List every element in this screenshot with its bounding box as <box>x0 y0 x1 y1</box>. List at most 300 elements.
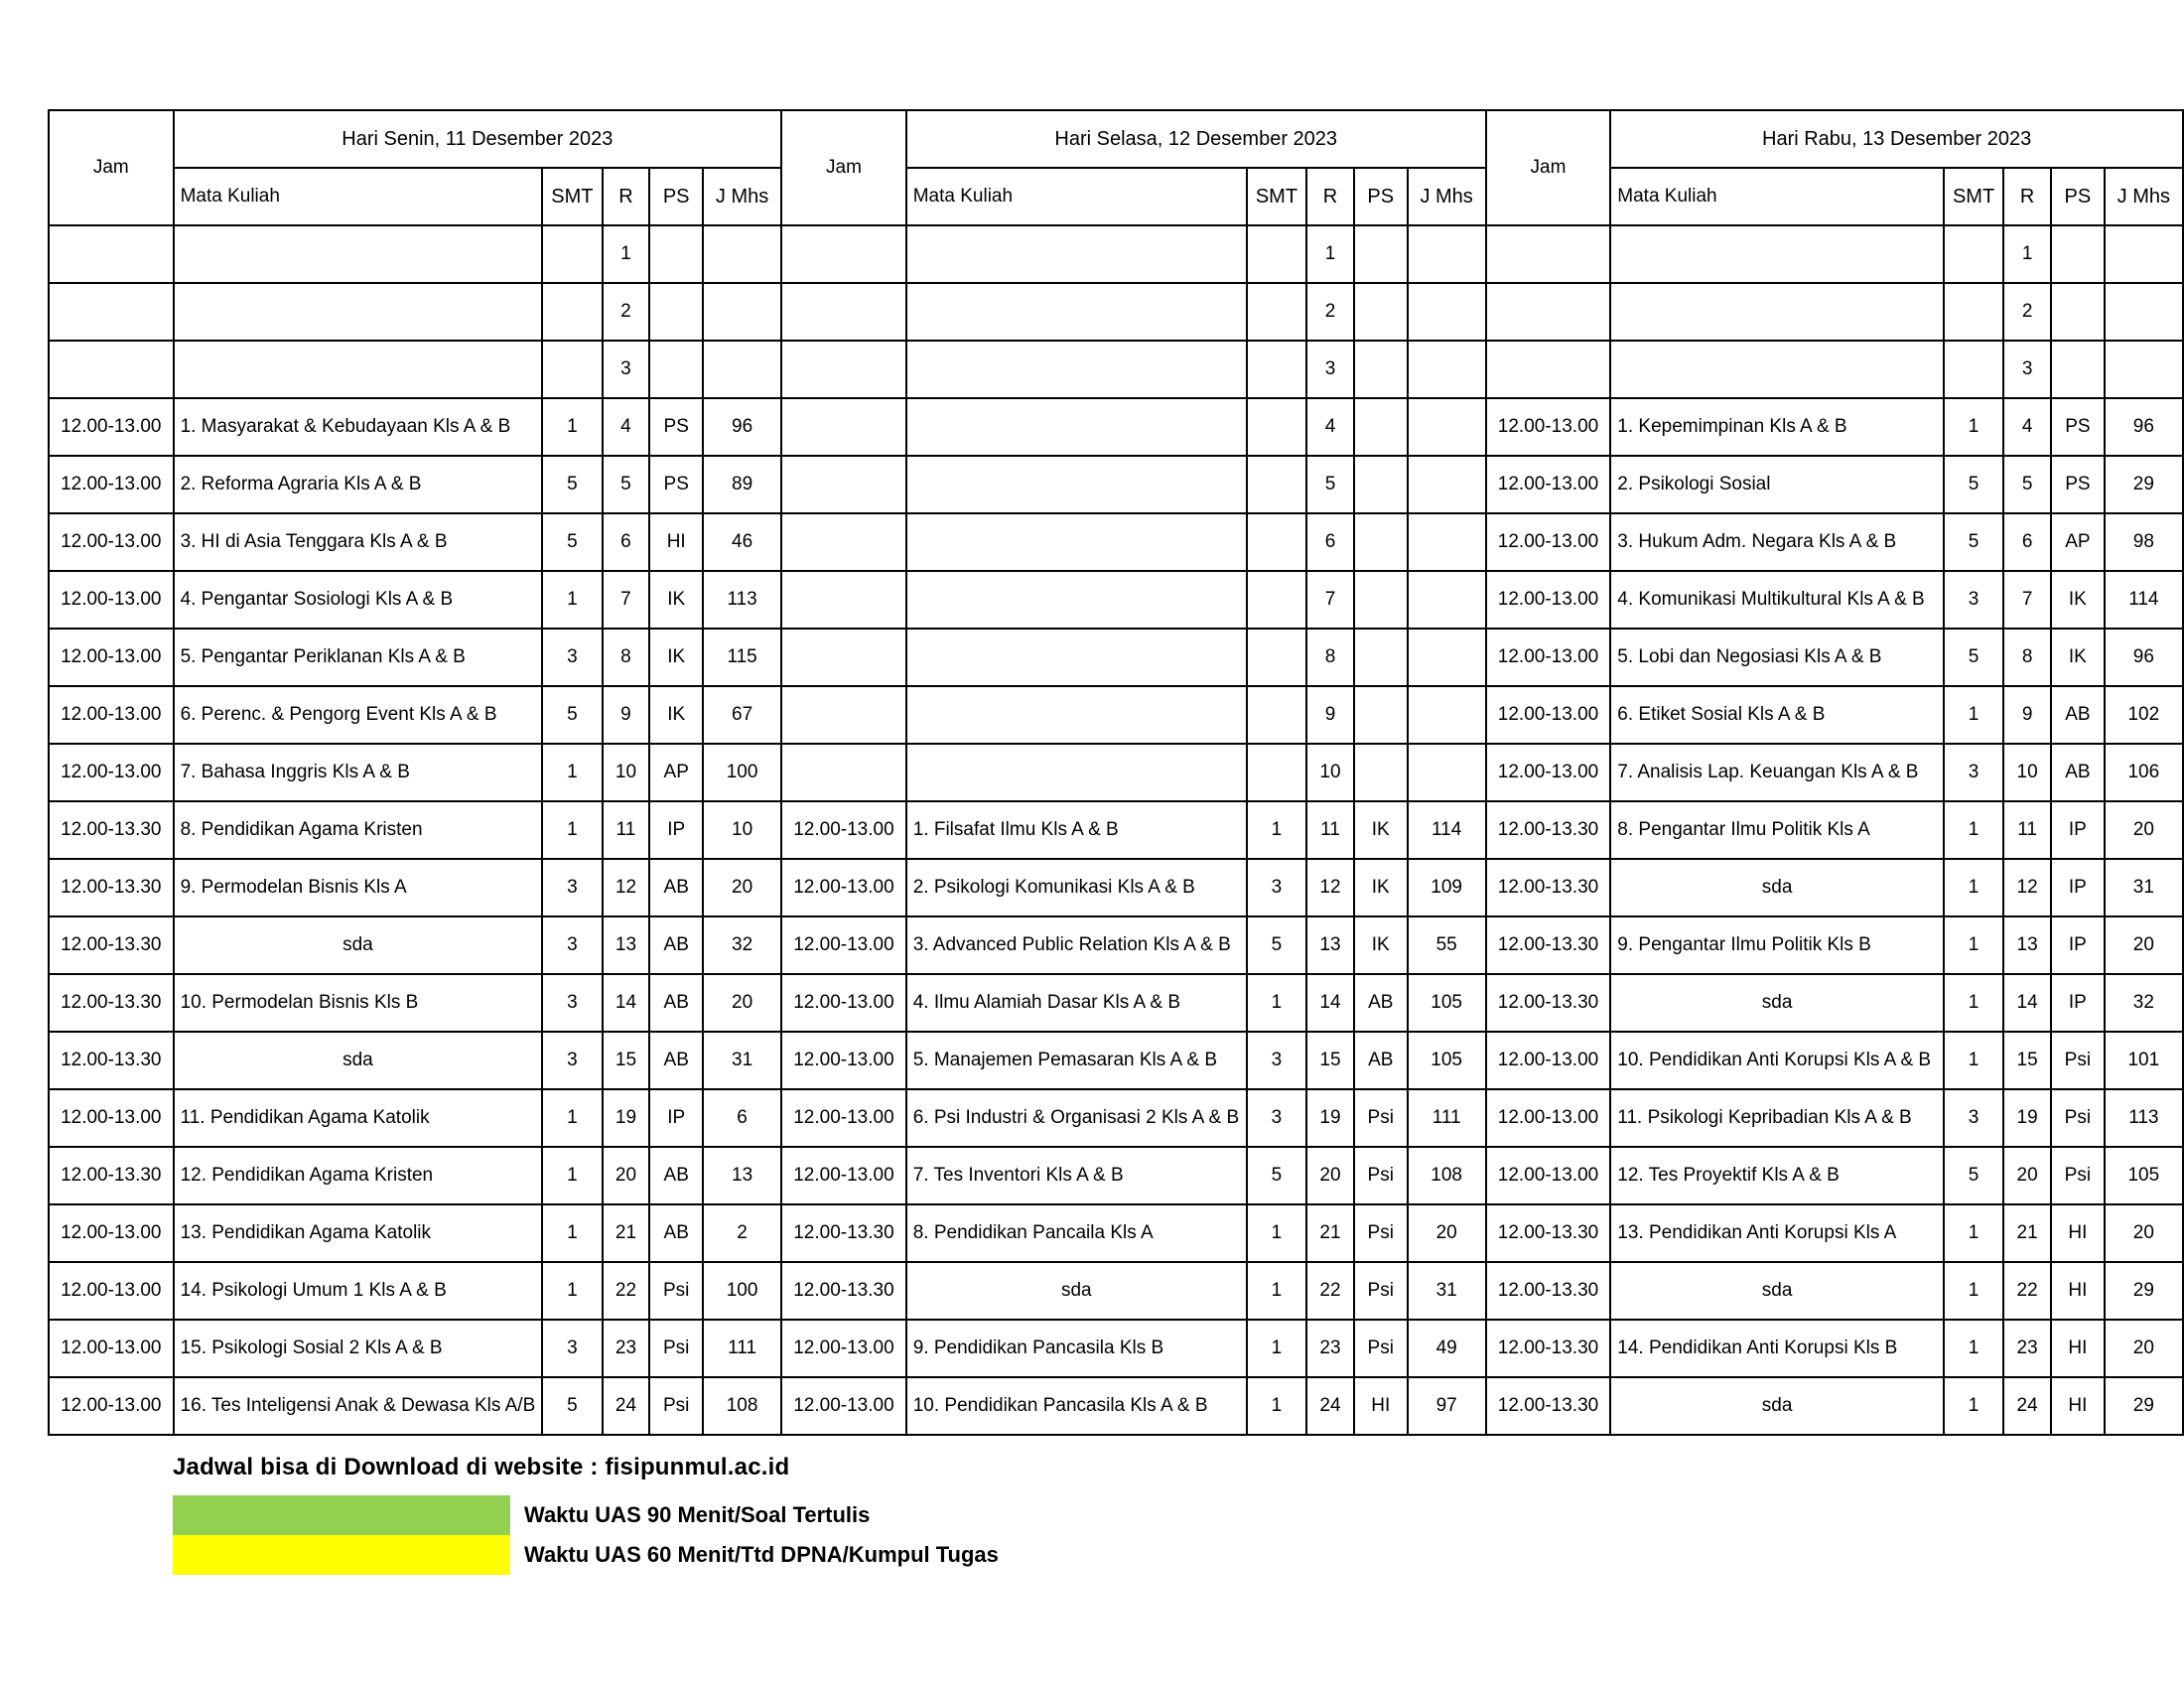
cell-smt-senin: 1 <box>542 801 602 859</box>
cell-jam-rabu: 12.00-13.30 <box>1486 801 1611 859</box>
cell-mata-kuliah-senin: 1. Masyarakat & Kebudayaan Kls A & B <box>174 398 543 456</box>
cell-jam-selasa <box>781 225 906 283</box>
cell-ps-rabu: AB <box>2051 686 2105 744</box>
cell-mata-kuliah-senin: sda <box>174 1032 543 1089</box>
cell-jam-selasa: 12.00-13.00 <box>781 1320 906 1377</box>
cell-r-rabu: 19 <box>2003 1089 2051 1147</box>
cell-smt-senin: 1 <box>542 1089 602 1147</box>
cell-ps-rabu: Psi <box>2051 1089 2105 1147</box>
cell-r-selasa: 10 <box>1306 744 1354 801</box>
cell-mata-kuliah-selasa: 5. Manajemen Pemasaran Kls A & B <box>906 1032 1247 1089</box>
cell-jmhs-senin: 113 <box>703 571 781 629</box>
col-header-mata-kuliah-rabu: Mata Kuliah <box>1610 168 1944 225</box>
cell-r-rabu: 20 <box>2003 1147 2051 1204</box>
cell-mata-kuliah-senin: 5. Pengantar Periklanan Kls A & B <box>174 629 543 686</box>
cell-mata-kuliah-rabu: 12. Tes Proyektif Kls A & B <box>1610 1147 1944 1204</box>
cell-ps-rabu: HI <box>2051 1320 2105 1377</box>
cell-smt-selasa: 3 <box>1247 1032 1306 1089</box>
cell-jmhs-rabu: 29 <box>2105 1377 2183 1435</box>
cell-r-senin: 1 <box>603 225 650 283</box>
cell-jmhs-selasa: 20 <box>1408 1204 1486 1262</box>
cell-jam-rabu <box>1486 225 1611 283</box>
cell-jam-selasa: 12.00-13.00 <box>781 1089 906 1147</box>
cell-smt-rabu: 3 <box>1944 744 2003 801</box>
footer <box>173 1454 2184 1575</box>
download-note: Jadwal bisa di Download di website : fisipunmul.ac.id <box>173 1454 790 1480</box>
cell-ps-rabu: AP <box>2051 513 2105 571</box>
cell-smt-senin: 3 <box>542 859 602 916</box>
cell-jmhs-rabu: 29 <box>2105 456 2183 513</box>
cell-jam-selasa: 12.00-13.30 <box>781 1262 906 1320</box>
cell-jmhs-selasa <box>1408 398 1486 456</box>
cell-jmhs-selasa <box>1408 456 1486 513</box>
cell-jam-senin: 12.00-13.00 <box>49 1089 174 1147</box>
cell-ps-selasa: Psi <box>1354 1147 1408 1204</box>
cell-ps-rabu: PS <box>2051 398 2105 456</box>
cell-ps-senin: IK <box>649 686 703 744</box>
cell-mata-kuliah-rabu: 7. Analisis Lap. Keuangan Kls A & B <box>1610 744 1944 801</box>
cell-mata-kuliah-rabu: 8. Pengantar Ilmu Politik Kls A <box>1610 801 1944 859</box>
header-row-columns <box>49 168 2183 225</box>
cell-ps-senin: IP <box>649 1089 703 1147</box>
cell-r-senin: 4 <box>603 398 650 456</box>
cell-mata-kuliah-rabu: 11. Psikologi Kepribadian Kls A & B <box>1610 1089 1944 1147</box>
cell-jmhs-senin: 10 <box>703 801 781 859</box>
table-row <box>49 686 2183 744</box>
cell-mata-kuliah-selasa <box>906 398 1247 456</box>
cell-jmhs-selasa <box>1408 629 1486 686</box>
cell-smt-senin: 1 <box>542 1147 602 1204</box>
cell-jmhs-senin <box>703 283 781 341</box>
cell-smt-rabu <box>1944 341 2003 398</box>
cell-r-selasa: 8 <box>1306 629 1354 686</box>
cell-mata-kuliah-rabu: 2. Psikologi Sosial <box>1610 456 1944 513</box>
cell-r-rabu: 8 <box>2003 629 2051 686</box>
cell-r-selasa: 4 <box>1306 398 1354 456</box>
cell-r-rabu: 15 <box>2003 1032 2051 1089</box>
cell-smt-senin: 1 <box>542 744 602 801</box>
cell-mata-kuliah-senin: 6. Perenc. & Pengorg Event Kls A & B <box>174 686 543 744</box>
cell-mata-kuliah-rabu: 13. Pendidikan Anti Korupsi Kls A <box>1610 1204 1944 1262</box>
cell-smt-rabu: 1 <box>1944 1204 2003 1262</box>
cell-ps-senin: IP <box>649 801 703 859</box>
cell-mata-kuliah-senin: 8. Pendidikan Agama Kristen <box>174 801 543 859</box>
cell-smt-rabu: 1 <box>1944 686 2003 744</box>
cell-ps-selasa: HI <box>1354 1377 1408 1435</box>
cell-smt-senin: 5 <box>542 513 602 571</box>
cell-ps-selasa: Psi <box>1354 1320 1408 1377</box>
cell-ps-selasa: Psi <box>1354 1089 1408 1147</box>
cell-ps-rabu: IP <box>2051 801 2105 859</box>
cell-smt-selasa <box>1247 744 1306 801</box>
table-row <box>49 1320 2183 1377</box>
cell-r-rabu: 2 <box>2003 283 2051 341</box>
cell-ps-rabu <box>2051 225 2105 283</box>
cell-smt-senin: 3 <box>542 1032 602 1089</box>
col-header-ps-senin: PS <box>649 168 703 225</box>
cell-mata-kuliah-selasa: 10. Pendidikan Pancasila Kls A & B <box>906 1377 1247 1435</box>
cell-mata-kuliah-selasa: 3. Advanced Public Relation Kls A & B <box>906 916 1247 974</box>
cell-jam-senin: 12.00-13.00 <box>49 456 174 513</box>
cell-ps-rabu <box>2051 283 2105 341</box>
cell-jam-rabu: 12.00-13.30 <box>1486 1204 1611 1262</box>
cell-r-rabu: 4 <box>2003 398 2051 456</box>
cell-ps-senin <box>649 225 703 283</box>
cell-mata-kuliah-senin: 15. Psikologi Sosial 2 Kls A & B <box>174 1320 543 1377</box>
cell-smt-senin: 1 <box>542 1204 602 1262</box>
cell-mata-kuliah-selasa: 8. Pendidikan Pancaila Kls A <box>906 1204 1247 1262</box>
cell-mata-kuliah-rabu: 1. Kepemimpinan Kls A & B <box>1610 398 1944 456</box>
table-row <box>49 1262 2183 1320</box>
cell-jam-senin <box>49 225 174 283</box>
cell-ps-rabu: Psi <box>2051 1147 2105 1204</box>
cell-smt-selasa <box>1247 513 1306 571</box>
cell-smt-senin: 3 <box>542 916 602 974</box>
cell-r-rabu: 6 <box>2003 513 2051 571</box>
cell-smt-rabu <box>1944 283 2003 341</box>
cell-smt-senin: 1 <box>542 398 602 456</box>
cell-jmhs-senin: 100 <box>703 1262 781 1320</box>
cell-r-senin: 8 <box>603 629 650 686</box>
cell-r-selasa: 9 <box>1306 686 1354 744</box>
cell-jmhs-selasa <box>1408 341 1486 398</box>
cell-r-selasa: 1 <box>1306 225 1354 283</box>
cell-jam-senin: 12.00-13.30 <box>49 859 174 916</box>
cell-ps-selasa: Psi <box>1354 1204 1408 1262</box>
cell-smt-senin <box>542 341 602 398</box>
cell-smt-rabu: 5 <box>1944 629 2003 686</box>
cell-mata-kuliah-senin: 4. Pengantar Sosiologi Kls A & B <box>174 571 543 629</box>
cell-mata-kuliah-rabu: 9. Pengantar Ilmu Politik Kls B <box>1610 916 1944 974</box>
cell-jam-selasa: 12.00-13.00 <box>781 974 906 1032</box>
cell-smt-selasa: 1 <box>1247 1320 1306 1377</box>
cell-mata-kuliah-senin: 3. HI di Asia Tenggara Kls A & B <box>174 513 543 571</box>
cell-ps-selasa <box>1354 398 1408 456</box>
cell-r-senin: 5 <box>603 456 650 513</box>
cell-jam-selasa: 12.00-13.30 <box>781 1204 906 1262</box>
cell-mata-kuliah-senin <box>174 341 543 398</box>
table-row <box>49 916 2183 974</box>
col-header-smt-selasa: SMT <box>1247 168 1306 225</box>
cell-ps-senin: Psi <box>649 1320 703 1377</box>
cell-mata-kuliah-selasa: sda <box>906 1262 1247 1320</box>
cell-ps-senin: AB <box>649 974 703 1032</box>
cell-jmhs-rabu: 106 <box>2105 744 2183 801</box>
cell-jam-selasa <box>781 456 906 513</box>
cell-ps-senin: AB <box>649 859 703 916</box>
cell-r-selasa: 15 <box>1306 1032 1354 1089</box>
cell-r-selasa: 7 <box>1306 571 1354 629</box>
cell-ps-selasa <box>1354 341 1408 398</box>
cell-jam-senin <box>49 341 174 398</box>
cell-ps-selasa: IK <box>1354 801 1408 859</box>
cell-jmhs-senin: 89 <box>703 456 781 513</box>
cell-smt-selasa: 5 <box>1247 916 1306 974</box>
cell-r-selasa: 12 <box>1306 859 1354 916</box>
cell-ps-rabu: IP <box>2051 916 2105 974</box>
cell-jam-senin: 12.00-13.00 <box>49 1262 174 1320</box>
cell-jam-senin: 12.00-13.00 <box>49 398 174 456</box>
cell-mata-kuliah-rabu: 6. Etiket Sosial Kls A & B <box>1610 686 1944 744</box>
cell-ps-selasa <box>1354 456 1408 513</box>
col-header-jmhs-senin: J Mhs <box>703 168 781 225</box>
table-head <box>49 110 2183 225</box>
cell-mata-kuliah-selasa: 4. Ilmu Alamiah Dasar Kls A & B <box>906 974 1247 1032</box>
cell-smt-rabu: 1 <box>1944 1262 2003 1320</box>
cell-smt-selasa <box>1247 629 1306 686</box>
cell-jam-selasa: 12.00-13.00 <box>781 1377 906 1435</box>
legend-swatch-green <box>173 1495 510 1535</box>
cell-smt-senin: 5 <box>542 686 602 744</box>
cell-jam-rabu: 12.00-13.30 <box>1486 1320 1611 1377</box>
cell-ps-rabu: HI <box>2051 1204 2105 1262</box>
cell-smt-rabu: 1 <box>1944 916 2003 974</box>
cell-smt-senin: 5 <box>542 1377 602 1435</box>
table-row <box>49 1377 2183 1435</box>
cell-ps-senin: Psi <box>649 1262 703 1320</box>
cell-mata-kuliah-selasa <box>906 283 1247 341</box>
cell-jmhs-senin <box>703 341 781 398</box>
cell-jam-selasa <box>781 283 906 341</box>
cell-ps-rabu: HI <box>2051 1377 2105 1435</box>
cell-smt-rabu: 1 <box>1944 1320 2003 1377</box>
cell-smt-selasa: 1 <box>1247 801 1306 859</box>
cell-jam-selasa <box>781 686 906 744</box>
col-header-r-rabu: R <box>2003 168 2051 225</box>
cell-ps-selasa <box>1354 283 1408 341</box>
cell-r-senin: 7 <box>603 571 650 629</box>
cell-jam-senin: 12.00-13.30 <box>49 974 174 1032</box>
cell-jmhs-senin: 31 <box>703 1032 781 1089</box>
table-row <box>49 801 2183 859</box>
cell-mata-kuliah-rabu: sda <box>1610 974 1944 1032</box>
cell-r-rabu: 24 <box>2003 1377 2051 1435</box>
cell-mata-kuliah-rabu <box>1610 225 1944 283</box>
table-row <box>49 744 2183 801</box>
cell-jmhs-selasa: 55 <box>1408 916 1486 974</box>
cell-jam-rabu <box>1486 283 1611 341</box>
cell-ps-selasa: IK <box>1354 916 1408 974</box>
cell-mata-kuliah-senin: 12. Pendidikan Agama Kristen <box>174 1147 543 1204</box>
cell-ps-senin: AP <box>649 744 703 801</box>
cell-jmhs-senin: 111 <box>703 1320 781 1377</box>
cell-ps-rabu: IK <box>2051 629 2105 686</box>
cell-r-selasa: 24 <box>1306 1377 1354 1435</box>
cell-ps-senin: AB <box>649 1032 703 1089</box>
cell-mata-kuliah-rabu: 4. Komunikasi Multikultural Kls A & B <box>1610 571 1944 629</box>
cell-r-selasa: 5 <box>1306 456 1354 513</box>
table-row <box>49 1204 2183 1262</box>
cell-jmhs-senin: 115 <box>703 629 781 686</box>
cell-jmhs-rabu <box>2105 283 2183 341</box>
cell-jmhs-senin: 20 <box>703 859 781 916</box>
cell-smt-selasa <box>1247 398 1306 456</box>
col-header-smt-senin: SMT <box>542 168 602 225</box>
cell-ps-rabu: AB <box>2051 744 2105 801</box>
cell-r-selasa: 22 <box>1306 1262 1354 1320</box>
cell-jmhs-senin: 100 <box>703 744 781 801</box>
table-row <box>49 283 2183 341</box>
cell-jmhs-rabu: 20 <box>2105 916 2183 974</box>
cell-jam-senin: 12.00-13.00 <box>49 571 174 629</box>
cell-jam-selasa: 12.00-13.00 <box>781 1147 906 1204</box>
cell-jam-rabu: 12.00-13.00 <box>1486 513 1611 571</box>
cell-r-senin: 10 <box>603 744 650 801</box>
cell-r-rabu: 10 <box>2003 744 2051 801</box>
cell-jmhs-rabu: 114 <box>2105 571 2183 629</box>
cell-r-rabu: 9 <box>2003 686 2051 744</box>
cell-r-rabu: 23 <box>2003 1320 2051 1377</box>
cell-mata-kuliah-senin: 14. Psikologi Umum 1 Kls A & B <box>174 1262 543 1320</box>
cell-mata-kuliah-selasa <box>906 225 1247 283</box>
cell-jam-selasa <box>781 341 906 398</box>
cell-mata-kuliah-rabu: 3. Hukum Adm. Negara Kls A & B <box>1610 513 1944 571</box>
cell-jmhs-senin <box>703 225 781 283</box>
cell-ps-selasa <box>1354 744 1408 801</box>
cell-mata-kuliah-selasa: 7. Tes Inventori Kls A & B <box>906 1147 1247 1204</box>
cell-smt-selasa: 3 <box>1247 859 1306 916</box>
cell-mata-kuliah-selasa <box>906 571 1247 629</box>
cell-smt-senin: 5 <box>542 456 602 513</box>
cell-ps-selasa: Psi <box>1354 1262 1408 1320</box>
cell-smt-senin: 3 <box>542 974 602 1032</box>
cell-jam-rabu: 12.00-13.00 <box>1486 686 1611 744</box>
cell-mata-kuliah-selasa <box>906 629 1247 686</box>
cell-r-rabu: 11 <box>2003 801 2051 859</box>
legend-item-green <box>173 1495 2184 1535</box>
cell-smt-rabu: 5 <box>1944 513 2003 571</box>
cell-jam-selasa <box>781 629 906 686</box>
cell-jmhs-selasa: 105 <box>1408 974 1486 1032</box>
cell-jam-rabu: 12.00-13.00 <box>1486 571 1611 629</box>
cell-jmhs-rabu: 20 <box>2105 801 2183 859</box>
cell-smt-rabu: 3 <box>1944 1089 2003 1147</box>
cell-jmhs-senin: 2 <box>703 1204 781 1262</box>
cell-jam-rabu: 12.00-13.00 <box>1486 629 1611 686</box>
cell-mata-kuliah-senin: 2. Reforma Agraria Kls A & B <box>174 456 543 513</box>
cell-smt-selasa <box>1247 571 1306 629</box>
cell-ps-rabu: Psi <box>2051 1032 2105 1089</box>
cell-jam-senin: 12.00-13.30 <box>49 1032 174 1089</box>
cell-smt-selasa: 1 <box>1247 1262 1306 1320</box>
col-header-r-selasa: R <box>1306 168 1354 225</box>
cell-jmhs-senin: 13 <box>703 1147 781 1204</box>
cell-jmhs-selasa <box>1408 283 1486 341</box>
cell-r-senin: 22 <box>603 1262 650 1320</box>
legend-swatch-yellow <box>173 1535 510 1575</box>
col-header-jmhs-rabu: J Mhs <box>2105 168 2183 225</box>
cell-ps-selasa <box>1354 513 1408 571</box>
cell-mata-kuliah-senin: 9. Permodelan Bisnis Kls A <box>174 859 543 916</box>
cell-jam-senin: 12.00-13.30 <box>49 1147 174 1204</box>
cell-mata-kuliah-selasa <box>906 686 1247 744</box>
cell-ps-selasa: AB <box>1354 974 1408 1032</box>
cell-jmhs-senin: 32 <box>703 916 781 974</box>
cell-jmhs-rabu: 96 <box>2105 629 2183 686</box>
cell-r-senin: 9 <box>603 686 650 744</box>
cell-jam-selasa <box>781 744 906 801</box>
cell-jam-senin: 12.00-13.30 <box>49 801 174 859</box>
cell-jam-selasa: 12.00-13.00 <box>781 916 906 974</box>
cell-jam-rabu: 12.00-13.00 <box>1486 744 1611 801</box>
cell-jmhs-selasa: 114 <box>1408 801 1486 859</box>
cell-smt-selasa <box>1247 283 1306 341</box>
cell-jam-rabu: 12.00-13.30 <box>1486 974 1611 1032</box>
cell-ps-senin <box>649 341 703 398</box>
table-row <box>49 1032 2183 1089</box>
cell-ps-rabu: IK <box>2051 571 2105 629</box>
jam-header-selasa: Jam <box>781 110 906 225</box>
cell-jam-rabu: 12.00-13.00 <box>1486 1147 1611 1204</box>
cell-r-senin: 20 <box>603 1147 650 1204</box>
cell-jmhs-selasa: 31 <box>1408 1262 1486 1320</box>
cell-jam-senin: 12.00-13.30 <box>49 916 174 974</box>
cell-r-rabu: 7 <box>2003 571 2051 629</box>
cell-jam-senin: 12.00-13.00 <box>49 686 174 744</box>
cell-jam-rabu: 12.00-13.30 <box>1486 1262 1611 1320</box>
cell-jmhs-senin: 67 <box>703 686 781 744</box>
cell-mata-kuliah-rabu: 10. Pendidikan Anti Korupsi Kls A & B <box>1610 1032 1944 1089</box>
cell-mata-kuliah-senin: 7. Bahasa Inggris Kls A & B <box>174 744 543 801</box>
cell-jam-senin: 12.00-13.00 <box>49 1204 174 1262</box>
cell-smt-selasa: 1 <box>1247 1204 1306 1262</box>
cell-smt-senin: 1 <box>542 571 602 629</box>
cell-ps-senin <box>649 283 703 341</box>
cell-smt-senin <box>542 283 602 341</box>
col-header-mata-kuliah-selasa: Mata Kuliah <box>906 168 1247 225</box>
cell-jmhs-selasa <box>1408 225 1486 283</box>
cell-ps-selasa: IK <box>1354 859 1408 916</box>
cell-jmhs-rabu: 113 <box>2105 1089 2183 1147</box>
cell-r-senin: 13 <box>603 916 650 974</box>
cell-jam-senin: 12.00-13.00 <box>49 513 174 571</box>
cell-smt-rabu: 1 <box>1944 1377 2003 1435</box>
cell-jmhs-rabu <box>2105 225 2183 283</box>
cell-r-senin: 11 <box>603 801 650 859</box>
cell-jam-rabu: 12.00-13.00 <box>1486 398 1611 456</box>
cell-ps-selasa <box>1354 686 1408 744</box>
col-header-smt-rabu: SMT <box>1944 168 2003 225</box>
cell-ps-rabu: IP <box>2051 859 2105 916</box>
col-header-mata-kuliah-senin: Mata Kuliah <box>174 168 543 225</box>
cell-jmhs-rabu: 29 <box>2105 1262 2183 1320</box>
header-row-day <box>49 110 2183 168</box>
cell-jam-selasa <box>781 513 906 571</box>
cell-ps-selasa <box>1354 225 1408 283</box>
cell-ps-senin: IK <box>649 629 703 686</box>
cell-smt-selasa <box>1247 341 1306 398</box>
cell-jmhs-rabu: 96 <box>2105 398 2183 456</box>
cell-mata-kuliah-rabu: sda <box>1610 1262 1944 1320</box>
cell-r-selasa: 3 <box>1306 341 1354 398</box>
cell-jam-senin: 12.00-13.00 <box>49 1320 174 1377</box>
cell-mata-kuliah-selasa: 2. Psikologi Komunikasi Kls A & B <box>906 859 1247 916</box>
day-header-senin: Hari Senin, 11 Desember 2023 <box>174 110 782 168</box>
cell-r-senin: 14 <box>603 974 650 1032</box>
cell-r-selasa: 21 <box>1306 1204 1354 1262</box>
cell-mata-kuliah-rabu <box>1610 341 1944 398</box>
cell-mata-kuliah-selasa <box>906 456 1247 513</box>
cell-mata-kuliah-senin: 16. Tes Inteligensi Anak & Dewasa Kls A/B <box>174 1377 543 1435</box>
cell-jmhs-selasa: 108 <box>1408 1147 1486 1204</box>
cell-ps-senin: AB <box>649 916 703 974</box>
cell-jmhs-senin: 96 <box>703 398 781 456</box>
cell-mata-kuliah-senin <box>174 225 543 283</box>
cell-jam-selasa <box>781 398 906 456</box>
cell-jmhs-senin: 6 <box>703 1089 781 1147</box>
cell-mata-kuliah-selasa <box>906 744 1247 801</box>
cell-r-senin: 19 <box>603 1089 650 1147</box>
